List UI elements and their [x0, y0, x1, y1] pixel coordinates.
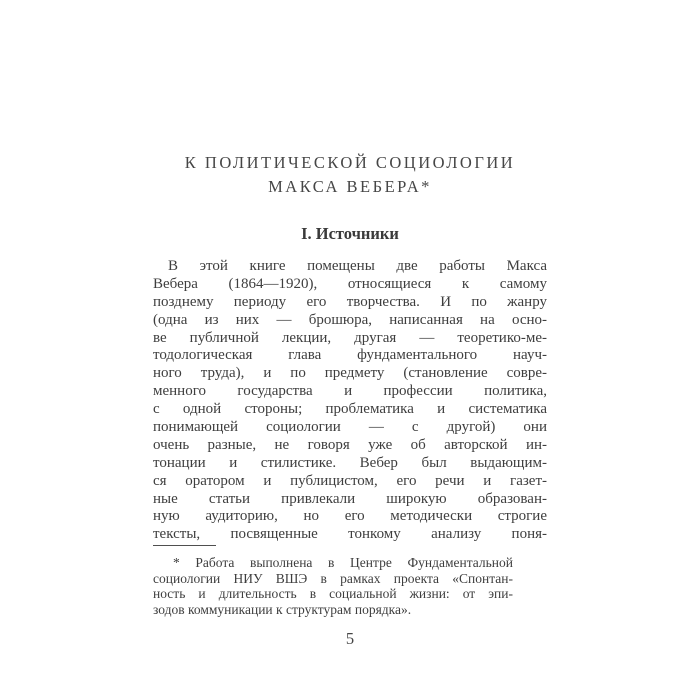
body-line: тексты, посвященные тонкому анализу поня-: [153, 526, 547, 543]
section-heading: I. Источники: [301, 224, 399, 243]
chapter-title-line2: МАКСА ВЕБЕРА*: [268, 177, 432, 196]
body-line: В этой книге помещены две работы Макса: [168, 258, 547, 274]
chapter-title: [153, 151, 547, 199]
body-line: (одна из них — брошюра, написанная на осно-: [153, 311, 547, 328]
body-line: позднему периоду его творчества. И по жанру: [153, 293, 547, 310]
body-line: с одной стороны; проблематика и систематика: [153, 401, 547, 418]
body-line: менного государства и профессии политика,: [153, 383, 547, 400]
chapter-title-line1: К ПОЛИТИЧЕСКОЙ СОЦИОЛОГИИ: [184, 153, 516, 172]
footnote-line: * Работа выполнена в Центре Фундаментальной: [173, 555, 513, 571]
body-line: ся оратором и публицистом, его речи и газет-: [153, 472, 547, 489]
page-number: 5: [345, 629, 355, 649]
body-line: ные статьи привлекали широкую образован-: [153, 490, 547, 507]
body-line: ве публичной лекции, другая — теоретико-ме-: [153, 329, 547, 346]
footnote-line: зодов коммуникации к структурам порядка».: [153, 601, 412, 617]
body-line: ного труда), и по предмету (становление совре-: [153, 365, 547, 382]
body-line: ную аудиторию, но его методически строгие: [153, 508, 547, 525]
footnote-line: социологии НИУ ВШЭ в рамках проекта «Спонтан-: [153, 570, 513, 586]
footnote: [153, 555, 513, 617]
footnote-line: ность и длительность в социальной жизни: от эпи-: [153, 586, 513, 602]
body-line: тодологическая глава фундаментального науч-: [153, 347, 547, 364]
book-page: [153, 0, 547, 648]
body-line: тонации и стилистике. Вебер был выдающим-: [153, 454, 547, 471]
footnote-separator: [153, 545, 216, 546]
body-paragraph: [153, 258, 547, 544]
body-line: Вебера (1864—1920), относящиеся к самому: [153, 275, 547, 292]
body-line: понимающей социологии — с другой) они: [153, 419, 547, 436]
body-line: очень разные, не говоря уже об авторской ин-: [153, 436, 547, 453]
